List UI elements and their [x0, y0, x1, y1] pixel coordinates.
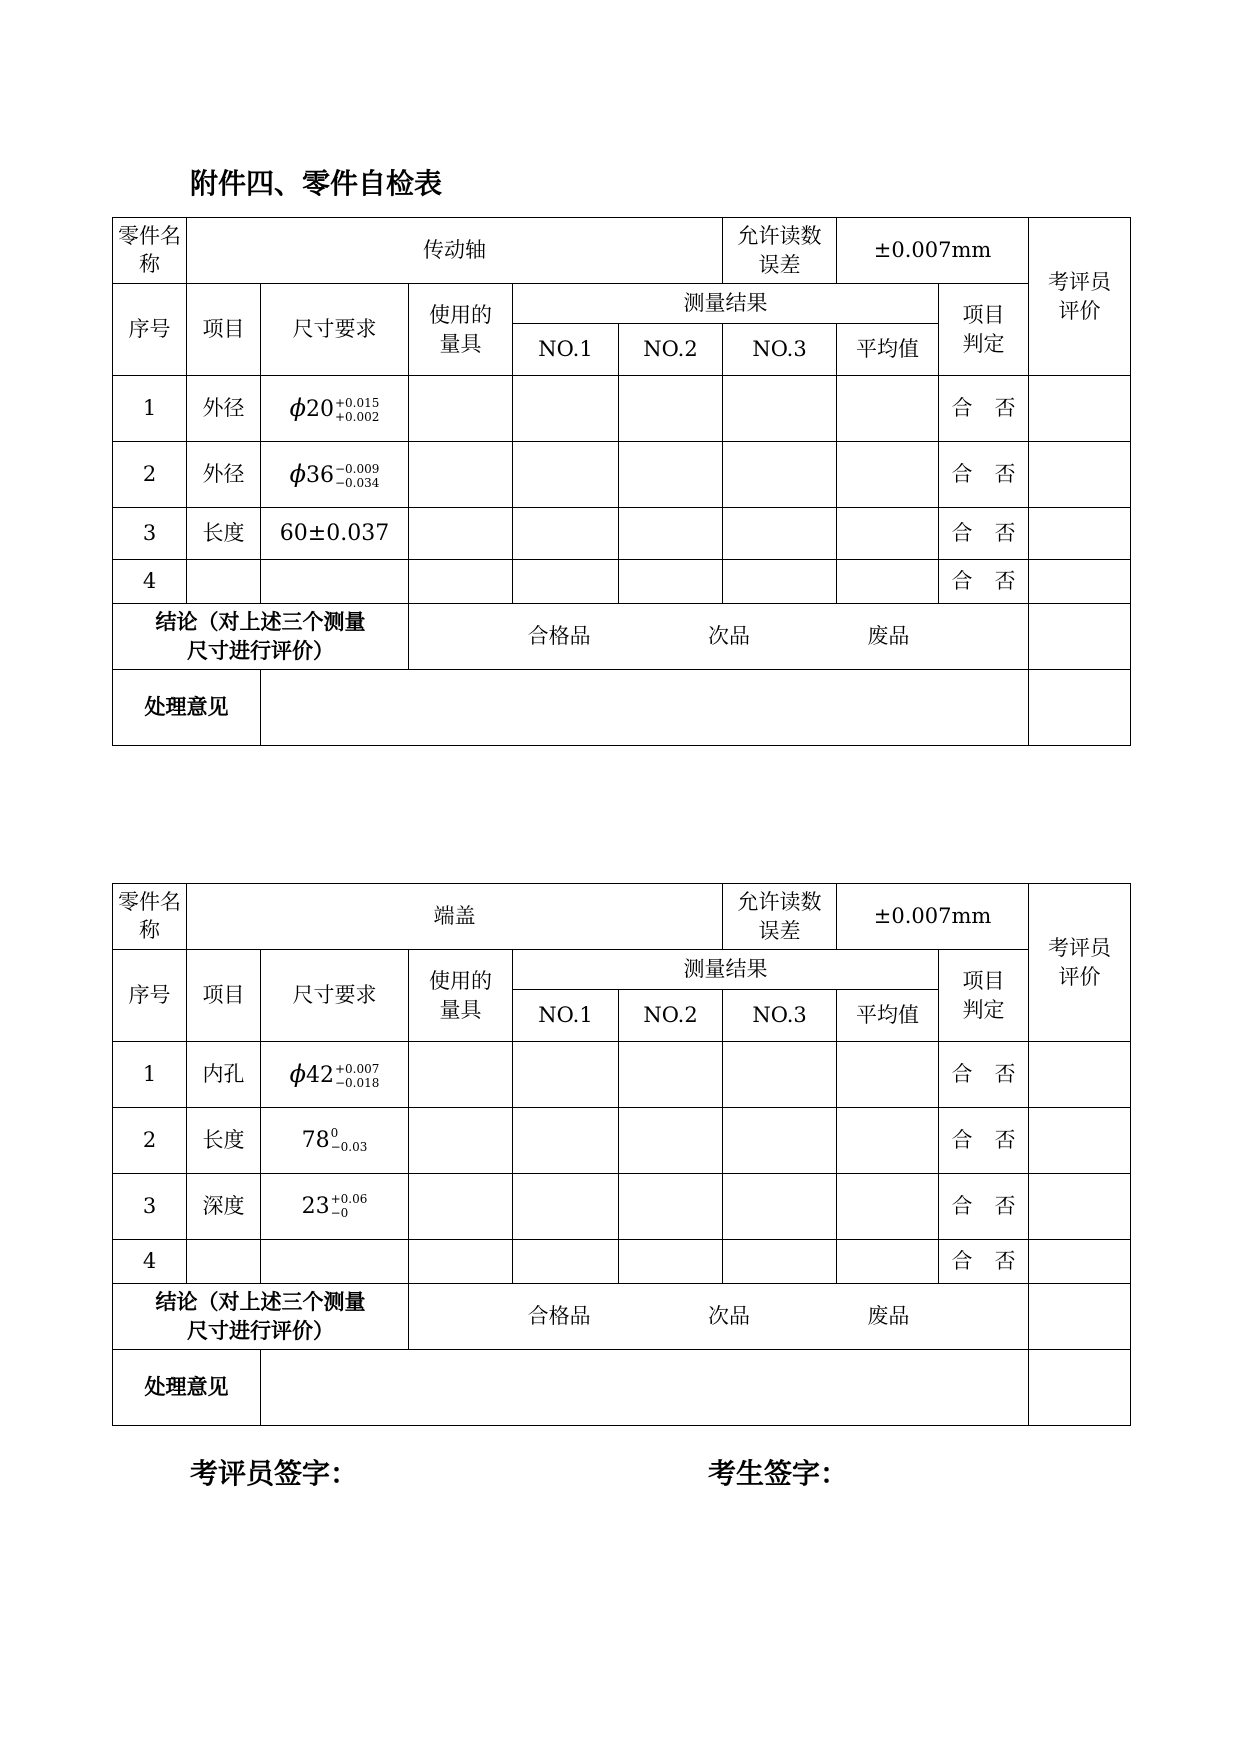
inspection-table [112, 217, 1131, 746]
handling-examiner-cell[interactable] [1029, 670, 1131, 746]
header-judge: 项目判定 [939, 950, 1029, 1042]
conclusion-label-line2: 尺寸进行评价） [187, 638, 334, 663]
average-cell[interactable] [837, 560, 939, 604]
average-cell[interactable] [837, 508, 939, 560]
row-item: 外径 [187, 376, 261, 442]
no3-cell[interactable] [723, 376, 837, 442]
examiner-cell[interactable] [1029, 1240, 1131, 1284]
verdict-fail[interactable]: 否 [994, 521, 1016, 546]
no1-cell[interactable] [513, 560, 619, 604]
diameter-symbol: ϕ [289, 1060, 306, 1089]
verdict-pass[interactable]: 合 [951, 1062, 973, 1087]
row-item: 长度 [187, 508, 261, 560]
inspection-table [112, 883, 1131, 1426]
no3-cell[interactable] [723, 560, 837, 604]
tolerance-lower: −0 [330, 1206, 349, 1221]
header-requirement: 尺寸要求 [261, 284, 409, 376]
verdict-pass[interactable]: 合 [951, 1249, 973, 1274]
nominal-size: 20 [305, 397, 334, 423]
header-no1: NO.1 [513, 324, 619, 376]
verdict-cell [939, 508, 1029, 560]
conclusion-option[interactable]: 次品 [708, 624, 751, 649]
header-seq: 序号 [113, 284, 187, 376]
verdict-pass[interactable]: 合 [951, 396, 973, 421]
header-no2: NO.2 [619, 324, 723, 376]
header-average: 平均值 [837, 990, 939, 1042]
conclusion-option[interactable]: 合格品 [527, 624, 591, 649]
handling-label: 处理意见 [113, 1350, 261, 1426]
conclusion-examiner-cell[interactable] [1029, 604, 1131, 670]
examiner-cell[interactable] [1029, 508, 1131, 560]
conclusion-options-cell [409, 1284, 1029, 1350]
verdict-cell [939, 1174, 1029, 1240]
tolerance [335, 463, 379, 491]
no3-cell[interactable] [723, 1240, 837, 1284]
table-row [113, 1042, 1131, 1108]
examiner-cell[interactable] [1029, 376, 1131, 442]
page-title: 附件四、零件自检表 [190, 167, 443, 200]
table-row [113, 1108, 1131, 1174]
diameter-symbol: ϕ [289, 394, 306, 423]
tolerance-upper: +0.007 [334, 1061, 380, 1076]
verdict-pass[interactable]: 合 [951, 1128, 973, 1153]
verdict-cell [939, 1108, 1029, 1174]
tolerance [331, 1127, 368, 1155]
row-number: 3 [113, 508, 187, 560]
examiner-signature-label: 考评员签字： [190, 1457, 359, 1490]
no2-cell[interactable] [619, 1042, 723, 1108]
row-requirement-cell [261, 1108, 409, 1174]
no1-cell[interactable] [513, 1042, 619, 1108]
header-results: 测量结果 [513, 284, 939, 324]
size-requirement: 60±0.037 [279, 520, 390, 546]
examiner-cell[interactable] [1029, 1174, 1131, 1240]
part-label-cell [113, 218, 187, 284]
row-item: 深度 [187, 1174, 261, 1240]
row-requirement-cell [261, 442, 409, 508]
handling-input[interactable] [261, 670, 1029, 746]
tool-cell[interactable] [409, 1042, 513, 1108]
part-label-cell [113, 884, 187, 950]
tool-cell[interactable] [409, 1174, 513, 1240]
size-requirement [289, 394, 380, 424]
handling-examiner-cell[interactable] [1029, 1350, 1131, 1426]
examiner-header: 考评员评价 [1029, 884, 1131, 1042]
part-label: 零件名称 [118, 890, 181, 942]
part-label: 零件名称 [118, 224, 181, 276]
examiner-cell[interactable] [1029, 1042, 1131, 1108]
verdict-fail[interactable]: 否 [994, 569, 1016, 594]
verdict-cell [939, 1042, 1029, 1108]
tool-cell[interactable] [409, 376, 513, 442]
no2-cell[interactable] [619, 1174, 723, 1240]
no1-cell[interactable] [513, 1240, 619, 1284]
no1-cell[interactable] [513, 442, 619, 508]
average-cell[interactable] [837, 442, 939, 508]
error-value: ±0.007mm [837, 218, 1029, 284]
conclusion-label-line1: 结论（对上述三个测量 [155, 610, 366, 635]
row-number: 4 [113, 1240, 187, 1284]
diameter-symbol: ϕ [289, 460, 306, 489]
tolerance-lower: −0.034 [334, 475, 380, 490]
header-no3: NO.3 [723, 324, 837, 376]
conclusion-label-line1: 结论（对上述三个测量 [155, 1290, 366, 1315]
examiner-cell[interactable] [1029, 560, 1131, 604]
conclusion-label [113, 604, 409, 670]
nominal-size: 23 [301, 1193, 330, 1219]
examiner-cell[interactable] [1029, 1108, 1131, 1174]
nominal-size: 42 [305, 1063, 334, 1089]
table-row [113, 560, 1131, 604]
size-requirement [289, 460, 380, 490]
verdict-cell [939, 442, 1029, 508]
table-row [113, 1174, 1131, 1240]
table-row [113, 508, 1131, 560]
tolerance-lower: −0.018 [334, 1075, 380, 1090]
verdict-fail[interactable]: 否 [994, 1062, 1016, 1087]
header-seq: 序号 [113, 950, 187, 1042]
average-cell[interactable] [837, 1240, 939, 1284]
tolerance-lower: −0.03 [330, 1140, 368, 1155]
row-number: 1 [113, 376, 187, 442]
tolerance-upper: −0.009 [334, 461, 380, 476]
header-average: 平均值 [837, 324, 939, 376]
verdict-pass[interactable]: 合 [951, 462, 973, 487]
header-no3: NO.3 [723, 990, 837, 1042]
row-requirement-cell [261, 560, 409, 604]
row-requirement-cell [261, 1240, 409, 1284]
error-label: 允许读数误差 [723, 218, 837, 284]
row-number: 1 [113, 1042, 187, 1108]
table-row [113, 442, 1131, 508]
part-name: 传动轴 [187, 218, 723, 284]
tolerance-upper: 0 [330, 1126, 339, 1141]
nominal-size: 78 [301, 1127, 330, 1153]
tool-cell[interactable] [409, 1240, 513, 1284]
tool-cell[interactable] [409, 1108, 513, 1174]
handling-input[interactable] [261, 1350, 1029, 1426]
header-no1: NO.1 [513, 990, 619, 1042]
no2-cell[interactable] [619, 376, 723, 442]
row-requirement-cell [261, 1042, 409, 1108]
tolerance [335, 1063, 379, 1091]
table-row [113, 1240, 1131, 1284]
no2-cell[interactable] [619, 1108, 723, 1174]
error-value: ±0.007mm [837, 884, 1029, 950]
conclusion-option[interactable]: 次品 [708, 1304, 751, 1329]
row-item: 内孔 [187, 1042, 261, 1108]
candidate-signature-label: 考生签字： [708, 1457, 849, 1490]
no3-cell[interactable] [723, 442, 837, 508]
no1-cell[interactable] [513, 508, 619, 560]
conclusion-options-cell [409, 604, 1029, 670]
no1-cell[interactable] [513, 376, 619, 442]
row-item: 外径 [187, 442, 261, 508]
average-cell[interactable] [837, 1108, 939, 1174]
row-item [187, 560, 261, 604]
error-label: 允许读数误差 [723, 884, 837, 950]
part-name: 端盖 [187, 884, 723, 950]
no2-cell[interactable] [619, 442, 723, 508]
tolerance-upper: +0.06 [330, 1192, 368, 1207]
no1-cell[interactable] [513, 1108, 619, 1174]
no1-cell[interactable] [513, 1174, 619, 1240]
tolerance-lower: +0.002 [334, 409, 380, 424]
average-cell[interactable] [837, 376, 939, 442]
no3-cell[interactable] [723, 1042, 837, 1108]
verdict-cell [939, 560, 1029, 604]
verdict-fail[interactable]: 否 [994, 396, 1016, 421]
verdict-fail[interactable]: 否 [994, 1249, 1016, 1274]
verdict-fail[interactable]: 否 [994, 1128, 1016, 1153]
verdict-pass[interactable]: 合 [951, 1194, 973, 1219]
verdict-pass[interactable]: 合 [951, 569, 973, 594]
verdict-cell [939, 376, 1029, 442]
size-requirement [289, 1060, 380, 1090]
row-requirement-cell [261, 508, 409, 560]
row-number: 4 [113, 560, 187, 604]
conclusion-label-line2: 尺寸进行评价） [187, 1318, 334, 1343]
row-item [187, 1240, 261, 1284]
tolerance-upper: +0.015 [334, 395, 380, 410]
no3-cell[interactable] [723, 1174, 837, 1240]
header-item: 项目 [187, 284, 261, 376]
no2-cell[interactable] [619, 560, 723, 604]
row-number: 2 [113, 1108, 187, 1174]
conclusion-label [113, 1284, 409, 1350]
no2-cell[interactable] [619, 1240, 723, 1284]
tool-cell[interactable] [409, 560, 513, 604]
conclusion-option[interactable]: 废品 [867, 1304, 910, 1329]
examiner-cell[interactable] [1029, 442, 1131, 508]
size-requirement [301, 1126, 368, 1155]
handling-label: 处理意见 [113, 670, 261, 746]
table-row [113, 376, 1131, 442]
conclusion-option[interactable]: 废品 [867, 624, 910, 649]
row-number: 3 [113, 1174, 187, 1240]
header-tool: 使用的量具 [409, 284, 513, 376]
size-requirement [301, 1192, 368, 1221]
verdict-pass[interactable]: 合 [951, 521, 973, 546]
conclusion-option[interactable]: 合格品 [527, 1304, 591, 1329]
examiner-header: 考评员评价 [1029, 218, 1131, 376]
verdict-fail[interactable]: 否 [994, 1194, 1016, 1219]
header-tool: 使用的量具 [409, 950, 513, 1042]
row-requirement-cell [261, 376, 409, 442]
row-requirement-cell [261, 1174, 409, 1240]
average-cell[interactable] [837, 1174, 939, 1240]
row-item: 长度 [187, 1108, 261, 1174]
tool-cell[interactable] [409, 442, 513, 508]
row-number: 2 [113, 442, 187, 508]
tolerance [331, 1193, 368, 1221]
conclusion-examiner-cell[interactable] [1029, 1284, 1131, 1350]
header-results: 测量结果 [513, 950, 939, 990]
no2-cell[interactable] [619, 508, 723, 560]
no3-cell[interactable] [723, 508, 837, 560]
tolerance [335, 397, 379, 425]
tool-cell[interactable] [409, 508, 513, 560]
header-judge: 项目判定 [939, 284, 1029, 376]
verdict-cell [939, 1240, 1029, 1284]
no3-cell[interactable] [723, 1108, 837, 1174]
header-requirement: 尺寸要求 [261, 950, 409, 1042]
header-no2: NO.2 [619, 990, 723, 1042]
verdict-fail[interactable]: 否 [994, 462, 1016, 487]
average-cell[interactable] [837, 1042, 939, 1108]
header-item: 项目 [187, 950, 261, 1042]
nominal-size: 36 [305, 463, 334, 489]
